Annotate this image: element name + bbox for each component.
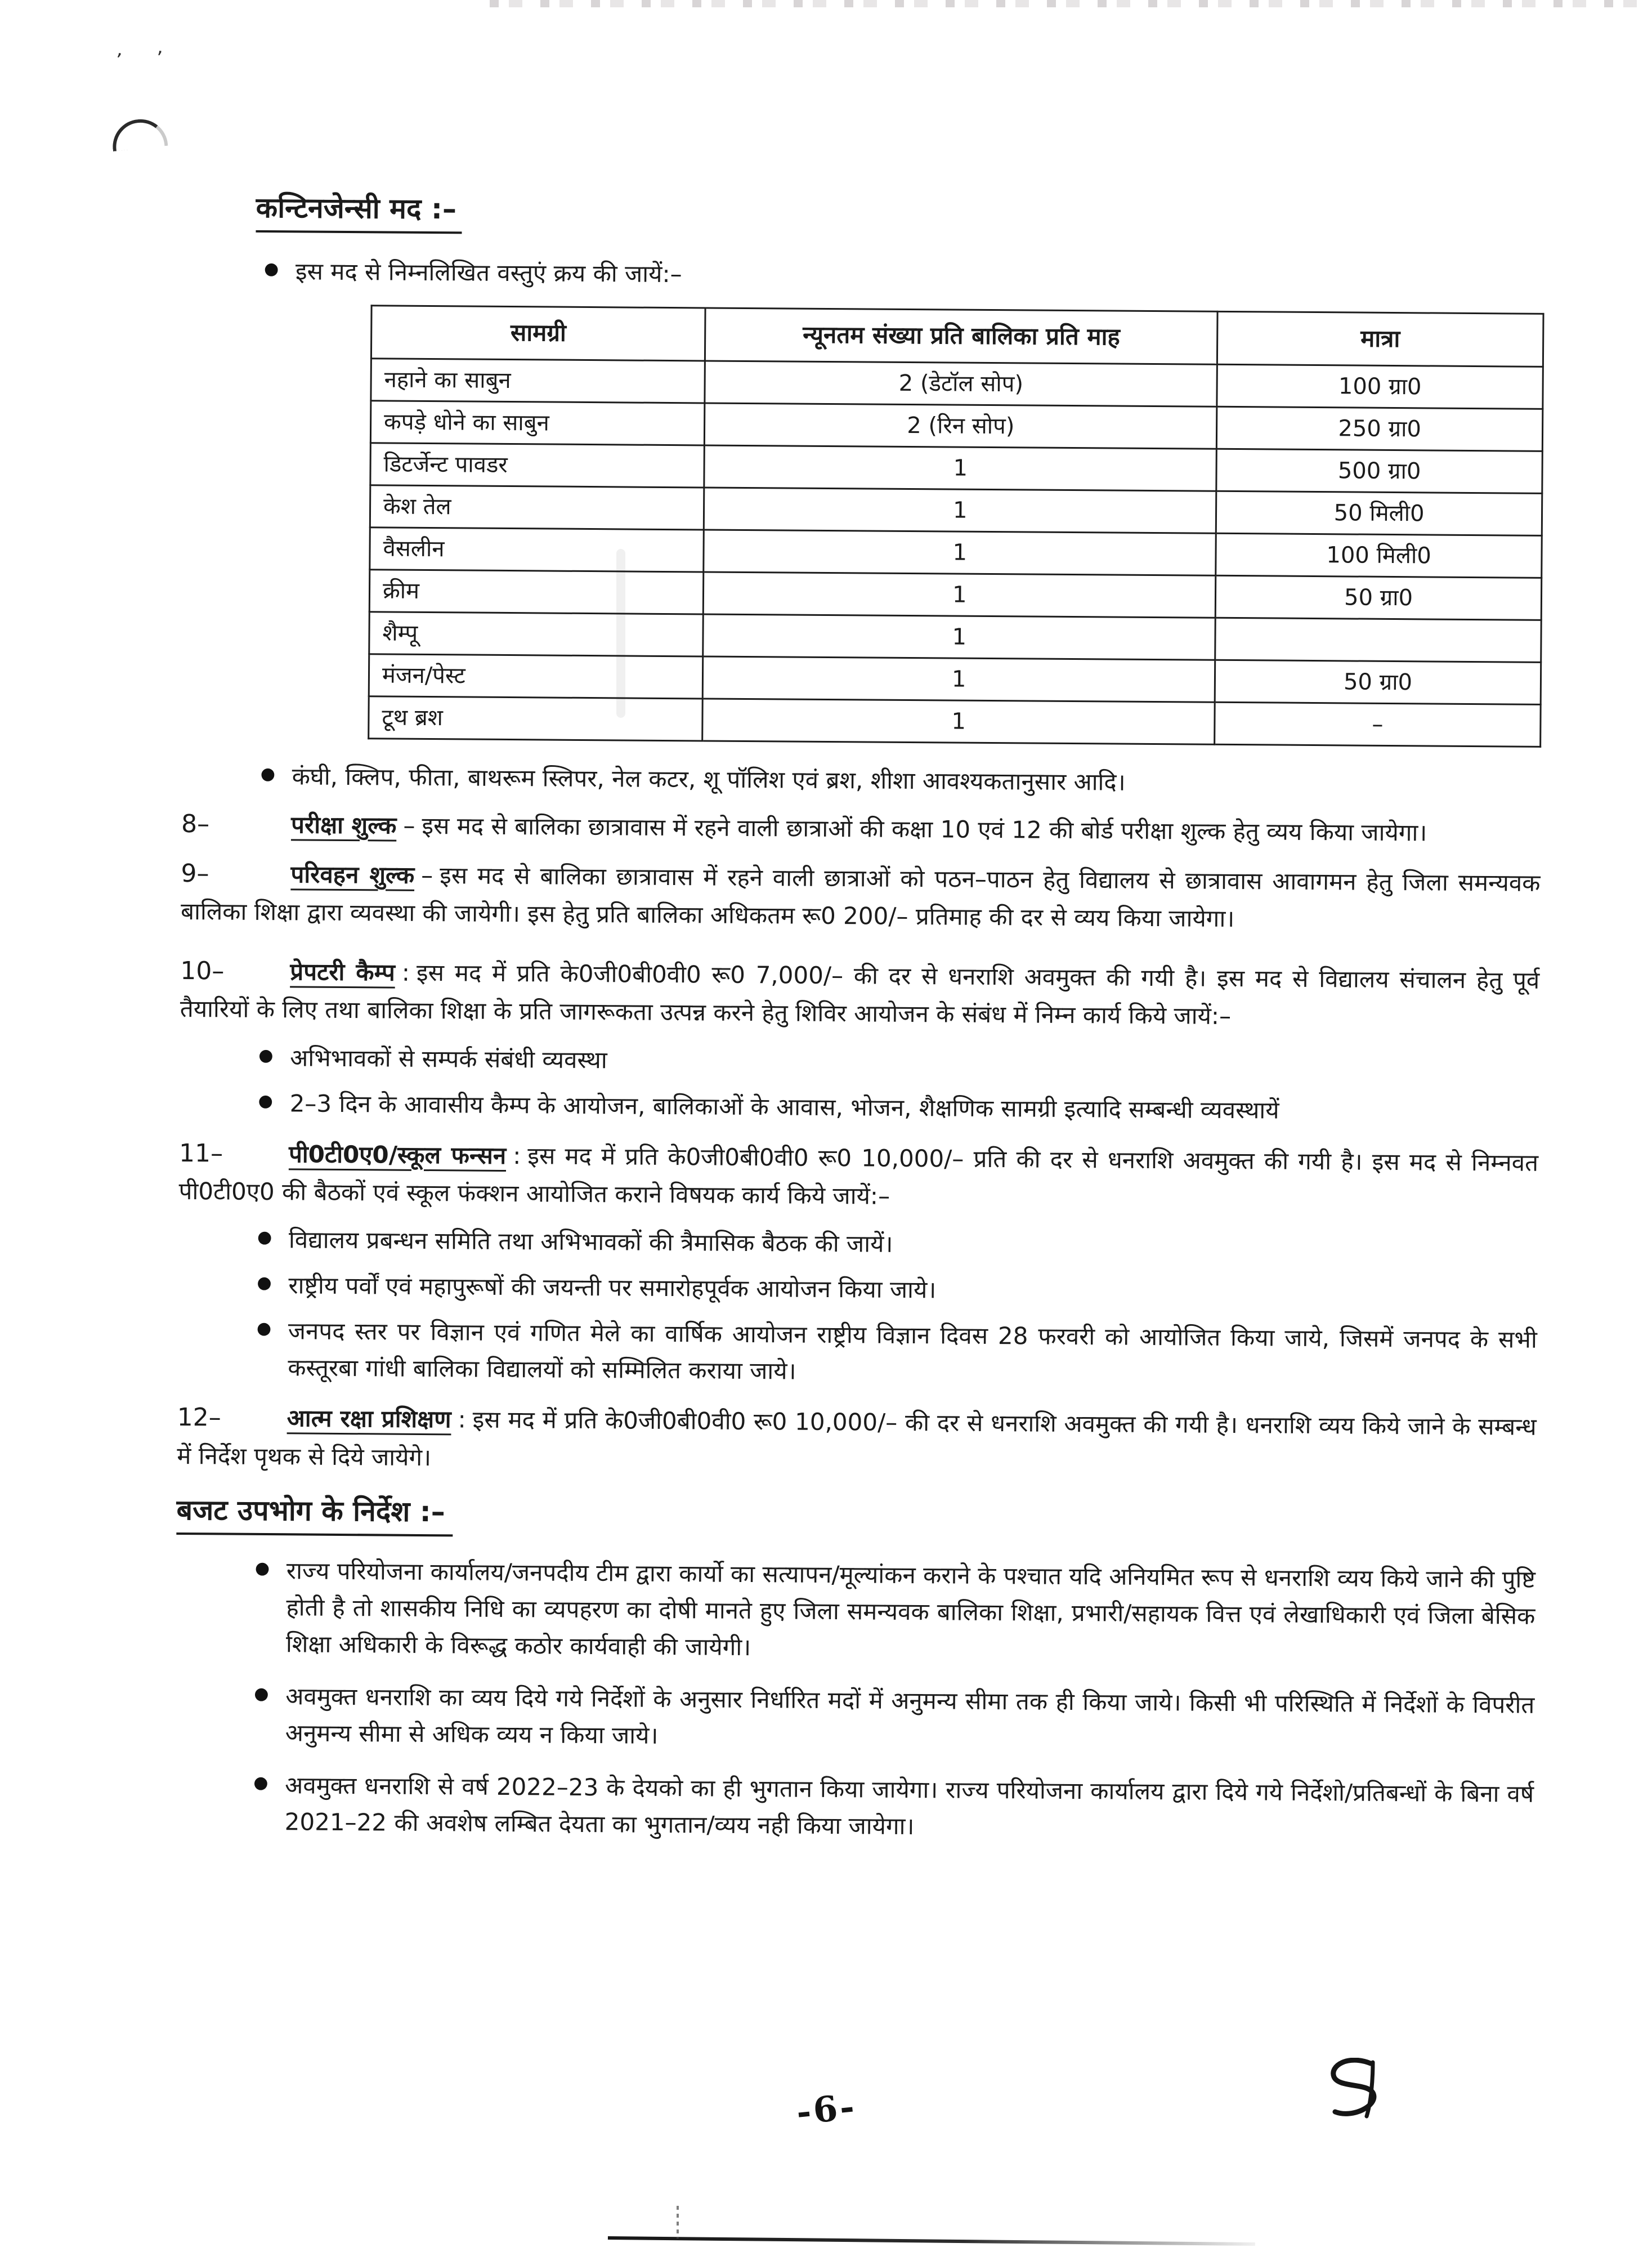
cell-material: टूथ ब्रश — [369, 696, 703, 740]
item-body-text: इस मद में प्रति के0जी0बी0वी0 रू0 7,000/– की दर से धनराशि अवमुक्त की गयी है। इस मद से विद्यालय संचालन हेतु पूर्व तैयारियों के लिए तथा बालिका शिक्षा के प्रति जागरूकता उत्पन्न करने हेतु शिविर आयोजन के संबंध में निम्न कार्य किये जायें:– — [180, 959, 1540, 1030]
cell-material: क्रीम — [369, 569, 704, 614]
cell-min-qty: 1 — [703, 656, 1215, 702]
table-header-row — [371, 306, 1543, 367]
item-12-self-defence-training — [177, 1398, 1537, 1483]
intro-bullet: ● इस मद से निम्नलिखित वस्तुएं क्रय की जायें:– — [264, 253, 1544, 298]
item-title: प्रेपटरी कैम्प — [290, 958, 396, 986]
stray-tick-mark: ’ — [155, 47, 163, 70]
cell-min-qty: 1 — [704, 445, 1216, 491]
scan-edge-dash — [677, 2206, 679, 2238]
cell-material: मंजन/पेस्ट — [369, 654, 703, 698]
col-header-material: सामग्री — [371, 306, 705, 361]
table-row — [369, 569, 1541, 620]
cell-quantity: 250 ग्रा0 — [1217, 406, 1543, 451]
cell-material: नहाने का साबुन — [371, 358, 705, 403]
budget-bullet: ● राज्य परियोजना कार्यालय/जनपदीय टीम द्वारा कार्यो का सत्यापन/मूल्यांकन कराने के पश्चात यदि अनियमित रूप से धनराशि व्यय किये जाने की पुष्टि होती है तो शासकीय निधि का व्यपहरण का दोषी मानते हुए जिला समन्यवक बालिका शिक्षा, प्रभारी/सहायक वित्त एवं लेखाधिकारी एवं जिला बेसिक शिक्षा अधिकारी के विरूद्ध कठोर कार्यवाही की जायेगी। — [254, 1552, 1535, 1671]
cell-quantity: 50 मिली0 — [1216, 491, 1542, 535]
col-header-quantity: मात्रा — [1217, 311, 1543, 367]
item-separator: : — [458, 1405, 466, 1433]
signature-squiggle — [1317, 2058, 1390, 2125]
sub-bullet: ● अभिभावकों से सम्पर्क संबंधी व्यवस्था — [258, 1039, 1539, 1084]
item-number: 11– — [178, 1138, 223, 1168]
item-title: आत्म रक्षा प्रशिक्षण — [286, 1404, 451, 1433]
budget-bullet: ● अवमुक्त धनराशि से वर्ष 2022–23 के देयको का ही भुगतान किया जायेगा। राज्य परियोजना कार्यालय द्वारा दिये गये निर्देशो/प्रतिबन्धों के बिना वर्ष 2021–22 की अवशेष लम्बित देयता का भुगतान/व्यय नही किया जायेगा। — [253, 1767, 1534, 1849]
cell-material: केश तेल — [370, 485, 704, 529]
item-title: परिवहन शुल्क — [290, 860, 415, 889]
table-row — [370, 443, 1542, 493]
item-separator: : — [513, 1141, 521, 1169]
cell-min-qty: 1 — [702, 699, 1215, 744]
contingency-heading: कन्टिनजेन्सी मद :– — [256, 191, 462, 234]
document-body — [174, 190, 1545, 1849]
table-row — [370, 400, 1542, 451]
cell-quantity: 50 ग्रा0 — [1215, 575, 1541, 620]
table-row — [369, 611, 1541, 662]
extra-items-bullet-list — [182, 757, 1541, 803]
cell-material: कपड़े धोने का साबुन — [370, 400, 705, 445]
table-row — [370, 485, 1542, 535]
item-body-text: इस मद में प्रति के0जी0बी0वी0 रू0 10,000/– प्रति की दर से धनराशि अवमुक्त की गयी है। इस मद से निम्नवत पी0टी0ए0 की बैठकों एवं स्कूल फंक्शन आयोजित कराने विषयक कार्य किये जायें:– — [178, 1142, 1539, 1210]
item-separator: – — [421, 861, 433, 890]
contingency-items-table — [368, 305, 1544, 747]
signature-mark — [1317, 2058, 1390, 2128]
item-11-pta-school-function — [178, 1134, 1538, 1219]
stray-pen-arc — [110, 117, 168, 151]
item-title: पी0टी0ए0/स्कूल फन्सन — [288, 1140, 507, 1169]
table-row — [369, 654, 1541, 704]
item-number: 9– — [181, 859, 209, 888]
sub-bullet: ● विद्यालय प्रबन्धन समिति तथा अभिभावकों की त्रैमासिक बैठक की जायें। — [257, 1221, 1538, 1267]
item-number: 12– — [177, 1403, 221, 1432]
item-body-text: इस मद में प्रति के0जी0बी0वी0 रू0 10,000/– की दर से धनराशि अवमुक्त की गयी है। धनराशि व्यय किये जाने के सम्बन्ध में निर्देश पृथक से दिये जायेगे। — [177, 1405, 1537, 1471]
item-body-text: इस मद से बालिका छात्रावास में रहने वाली छात्राओं को पठन–पाठन हेतु विद्यालय से छात्रावास आवागमन हेतु जिला समन्यवक बालिका शिक्षा द्वारा व्यवस्था की जायेगी। इस हेतु प्रति बालिका अधिकतम रू0 200/– प्रतिमाह की दर से व्यय किया जायेगा। — [180, 861, 1541, 933]
cell-quantity: 500 ग्रा0 — [1216, 449, 1542, 493]
cell-min-qty: 1 — [704, 488, 1216, 533]
budget-bullet-list — [174, 1552, 1536, 1849]
item-separator: : — [401, 958, 410, 987]
cell-material: वैसलीन — [370, 527, 704, 571]
cell-quantity — [1215, 618, 1541, 662]
col-header-min-qty: न्यूनतम संख्या प्रति बालिका प्रति माह — [705, 308, 1217, 364]
scan-edge-line — [608, 2236, 1255, 2246]
cell-quantity: 100 मिली0 — [1216, 533, 1542, 578]
budget-bullet: ● अवमुक्त धनराशि का व्यय दिये गये निर्देशों के अनुसार निर्धारित मदों में अनुमन्य सीमा तक ही किया जाये। किसी भी परिस्थिति में निर्देशों के विपरीत अनुमन्य सीमा से अधिक व्यय न किया जाये। — [254, 1678, 1535, 1760]
cell-quantity: 50 ग्रा0 — [1215, 660, 1541, 704]
item-10-preparatory-camp — [180, 952, 1540, 1036]
page-number: -6- — [794, 2085, 859, 2133]
scan-edge-noise — [490, 0, 1652, 7]
extra-items-bullet: ● कंघी, क्लिप, फीता, बाथरूम स्लिपर, नेल कटर, शू पॉलिश एवं ब्रश, शीशा आवश्यकतानुसार आदि। — [261, 758, 1541, 803]
intro-bullet-list — [185, 252, 1544, 298]
item-8-exam-fee — [181, 805, 1541, 853]
cell-quantity: 100 ग्रा0 — [1217, 364, 1543, 409]
table-row — [369, 696, 1541, 747]
item-number: 10– — [180, 957, 225, 986]
stray-tick-mark: ’ — [114, 49, 123, 73]
item-body-text: इस मद से बालिका छात्रावास में रहने वाली छात्राओं की कक्षा 10 एवं 12 की बोर्ड परीक्षा शुल्क हेतु व्यय किया जायेगा। — [422, 811, 1427, 847]
table-row — [371, 358, 1543, 409]
cell-min-qty: 1 — [704, 572, 1216, 618]
sub-bullet: ● 2–3 दिन के आवासीय कैम्प के आयोजन, बालिकाओं के आवास, भोजन, शैक्षणिक सामग्री इत्यादि सम्बन्धी व्यवस्थायें — [258, 1085, 1538, 1131]
item-11-sub-bullets — [177, 1221, 1538, 1395]
cell-min-qty: 1 — [703, 614, 1215, 660]
item-9-transport-fee — [181, 855, 1541, 939]
cell-min-qty: 2 (डेटॉल सोप) — [705, 361, 1217, 406]
sub-bullet: ● राष्ट्रीय पर्वों एवं महापुरूषों की जयन्ती पर समारोहपूर्वक आयोजन किया जाये। — [257, 1267, 1537, 1312]
sub-bullet: ● जनपद स्तर पर विज्ञान एवं गणित मेले का वार्षिक आयोजन राष्ट्रीय विज्ञान दिवस 28 फरवरी को आयोजित किया जाये, जिसमें जनपद के सभी कस्तूरबा गांधी बालिका विद्यालयों को सम्मिलित कराया जाये। — [256, 1312, 1537, 1395]
cell-material: शैम्पू — [369, 611, 704, 656]
cell-quantity: – — [1215, 702, 1541, 747]
item-separator: – — [403, 811, 415, 839]
cell-material: डिटर्जेन्ट पावडर — [370, 443, 705, 487]
table-row — [370, 527, 1542, 578]
item-number: 8– — [181, 809, 210, 839]
budget-usage-heading: बजट उपभोग के निर्देश :– — [176, 1493, 453, 1536]
cell-min-qty: 1 — [704, 530, 1216, 575]
cell-min-qty: 2 (रिन सोप) — [705, 403, 1217, 449]
item-10-sub-bullets — [179, 1038, 1539, 1130]
item-title: परीक्षा शुल्क — [290, 811, 397, 839]
